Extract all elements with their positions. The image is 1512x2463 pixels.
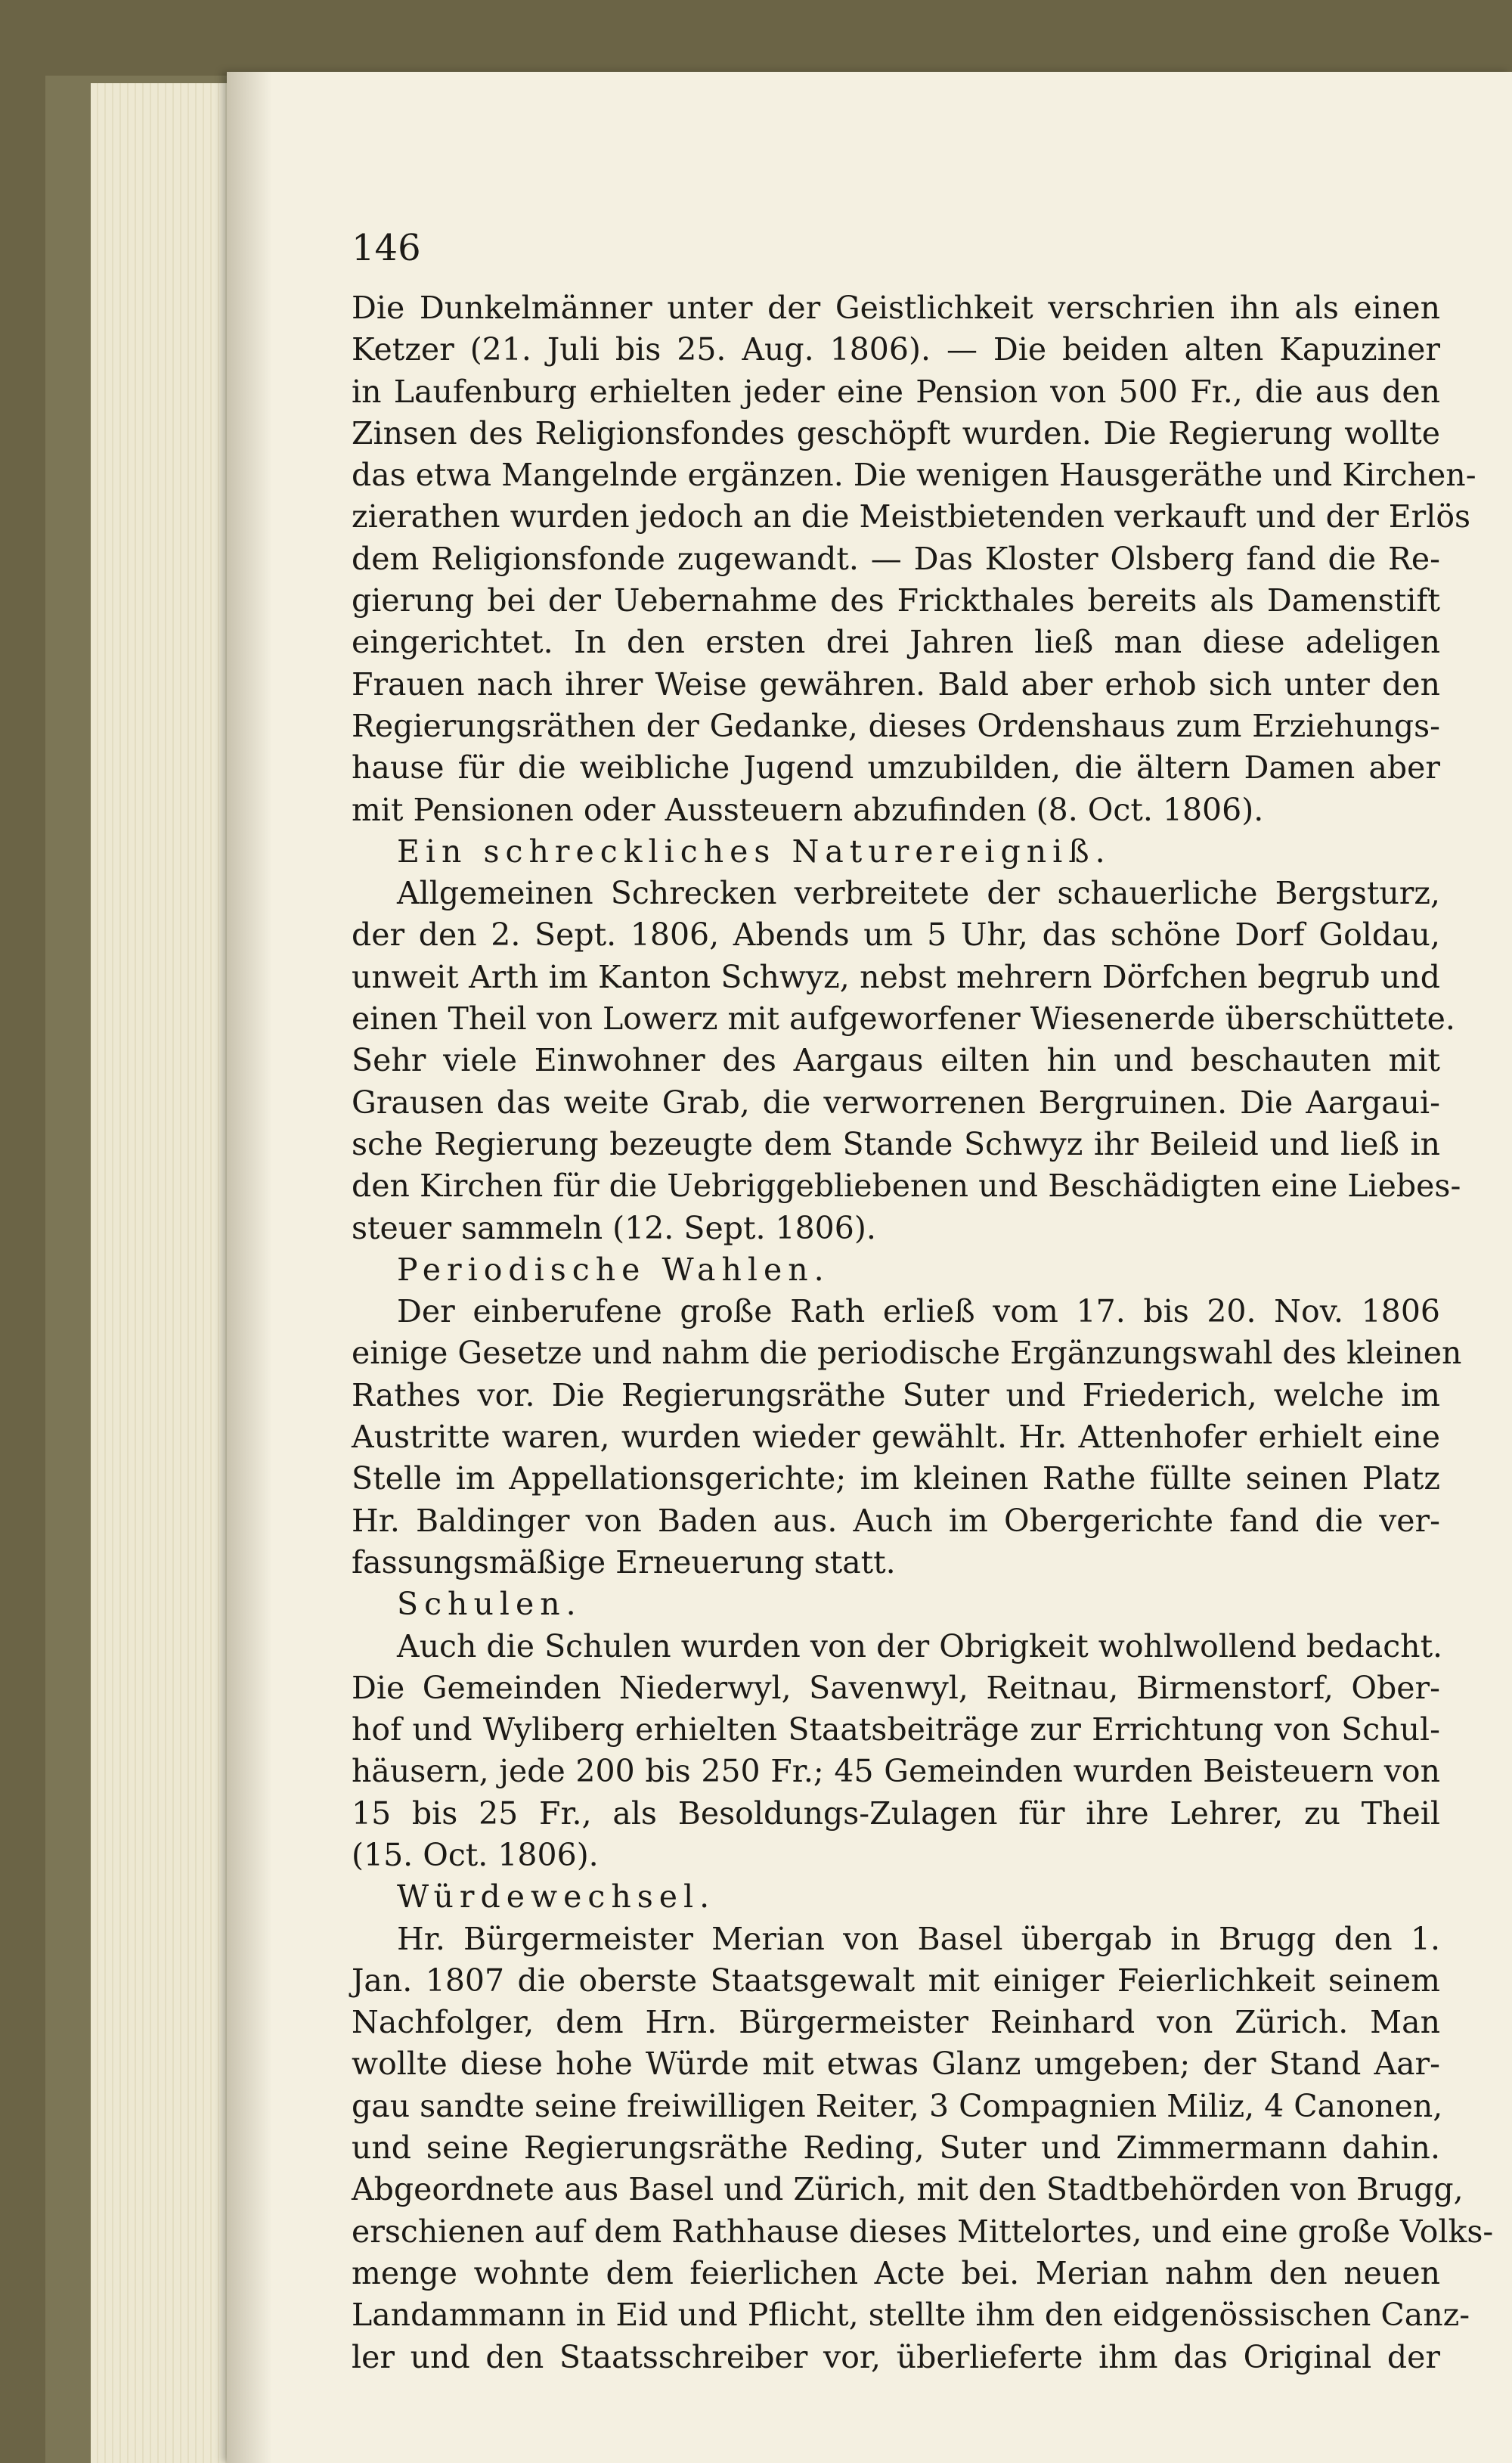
text-line: Austritte waren, wurden wieder gewählt. Hr. Attenhofer erhielt eine — [352, 1419, 1440, 1456]
text-line: häusern, jede 200 bis 250 Fr.; 45 Gemeinden wurden Beisteuern von — [352, 1753, 1440, 1790]
text-line: Die Gemeinden Niederwyl, Savenwyl, Reitnau, Birmenstorf, Ober- — [352, 1669, 1440, 1706]
gutter-shadow — [227, 72, 272, 2463]
text-line: 15 bis 25 Fr., als Besoldungs-Zulagen für ihre Lehrer, zu Theil — [352, 1795, 1440, 1832]
page-number: 146 — [352, 227, 421, 269]
text-line: zierathen wurden jedoch an die Meistbietenden verkauft und der Erlös — [352, 498, 1471, 535]
text-line: Landammann in Eid und Pflicht, stellte ihm den eidgenössischen Canz- — [352, 2297, 1470, 2334]
text-line: menge wohnte dem feierlichen Acte bei. Merian nahm den neuen — [352, 2254, 1440, 2291]
text-line: wollte diese hohe Würde mit etwas Glanz umgeben; der Stand Aar- — [352, 2046, 1440, 2083]
text-line: erschienen auf dem Rathhause dieses Mittelortes, und eine große Volks- — [352, 2213, 1494, 2250]
text-line: dem Religionsfonde zugewandt. — Das Kloster Olsberg fand die Re- — [352, 540, 1440, 577]
text-line: Stelle im Appellationsgerichte; im kleinen Rathe füllte seinen Platz — [352, 1460, 1440, 1497]
text-line: einige Gesetze und nahm die periodische Ergänzungswahl des kleinen — [352, 1335, 1462, 1372]
text-line: Hr. Baldinger von Baden aus. Auch im Obergerichte fand die ver- — [352, 1502, 1440, 1539]
text-line: Rathes vor. Die Regierungsräthe Suter und Friederich, welche im — [352, 1376, 1440, 1413]
text-line: Die Dunkelmänner unter der Geistlichkeit verschrien ihn als einen — [352, 290, 1440, 326]
text-line: Auch die Schulen wurden von der Obrigkeit wohlwollend bedacht. — [397, 1627, 1443, 1664]
text-line: unweit Arth im Kanton Schwyz, nebst mehrern Dörfchen begrub und — [352, 958, 1440, 995]
section-heading: Ein schreckliches Naturereigniß. — [397, 833, 1111, 870]
text-line: gau sandte seine freiwilligen Reiter, 3 Compagnien Miliz, 4 Canonen, — [352, 2087, 1443, 2124]
text-line: Allgemeinen Schrecken verbreitete der schauerliche Bergsturz, — [397, 875, 1440, 912]
text-line: hof und Wyliberg erhielten Staatsbeiträge zur Errichtung von Schul- — [352, 1711, 1440, 1748]
text-line: fassungsmäßige Erneuerung statt. — [352, 1543, 896, 1580]
text-line: Ketzer (21. Juli bis 25. Aug. 1806). — Die beiden alten Kapuziner — [352, 331, 1440, 368]
text-line: Regierungsräthen der Gedanke, dieses Ordenshaus zum Erziehungs- — [352, 707, 1440, 744]
text-line: mit Pensionen oder Aussteuern abzufinden (8. Oct. 1806). — [352, 791, 1264, 828]
text-line: der den 2. Sept. 1806, Abends um 5 Uhr, das schöne Dorf Goldau, — [352, 917, 1440, 954]
text-line: den Kirchen für die Uebriggebliebenen und Beschädigten eine Liebes- — [352, 1168, 1461, 1205]
text-line: (15. Oct. 1806). — [352, 1836, 599, 1873]
page-text — [352, 287, 1494, 2378]
text-line: Jan. 1807 die oberste Staatsgewalt mit einiger Feierlichkeit seinem — [352, 1962, 1440, 1999]
text-line: eingerichtet. In den ersten drei Jahren ließ man diese adeligen — [352, 624, 1440, 661]
section-heading: Schulen. — [397, 1586, 582, 1623]
text-line: das etwa Mangelnde ergänzen. Die wenigen Hausgeräthe und Kirchen- — [352, 457, 1476, 494]
text-line: Sehr viele Einwohner des Aargaus eilten hin und beschauten mit — [352, 1042, 1440, 1079]
text-line: Hr. Bürgermeister Merian von Basel übergab in Brugg den 1. — [397, 1920, 1440, 1957]
text-line: einen Theil von Lowerz mit aufgeworfener Wiesenerde überschüttete. — [352, 1000, 1455, 1038]
text-line: steuer sammeln (12. Sept. 1806). — [352, 1209, 876, 1246]
section-heading: Würdewechsel. — [397, 1878, 716, 1915]
text-line: hause für die weibliche Jugend umzubilden, die ältern Damen aber — [352, 749, 1440, 786]
text-line: gierung bei der Uebernahme des Frickthales bereits als Damenstift — [352, 582, 1440, 619]
text-line: in Laufenburg erhielten jeder eine Pension von 500 Fr., die aus den — [352, 373, 1440, 410]
text-line: Grausen das weite Grab, die verworrenen Bergruinen. Die Aargaui- — [352, 1084, 1440, 1121]
text-line: Abgeordnete aus Basel und Zürich, mit den Stadtbehörden von Brugg, — [352, 2171, 1464, 2208]
text-line: sche Regierung bezeugte dem Stande Schwyz ihr Beileid und ließ in — [352, 1125, 1440, 1162]
text-line: Frauen nach ihrer Weise gewähren. Bald aber erhob sich unter den — [352, 665, 1440, 703]
text-line: und seine Regierungsräthe Reding, Suter und Zimmermann dahin. — [352, 2130, 1440, 2167]
text-line: ler und den Staatsschreiber vor, überlieferte ihm das Original der — [352, 2338, 1440, 2375]
text-line: Zinsen des Religionsfondes geschöpft wurden. Die Regierung wollte — [352, 414, 1440, 451]
section-heading: Periodische Wahlen. — [397, 1251, 830, 1288]
text-line: Nachfolger, dem Hrn. Bürgermeister Reinhard von Zürich. Man — [352, 2004, 1440, 2041]
text-line: Der einberufene große Rath erließ vom 17. bis 20. Nov. 1806 — [397, 1293, 1440, 1330]
book-page — [227, 72, 1512, 2463]
